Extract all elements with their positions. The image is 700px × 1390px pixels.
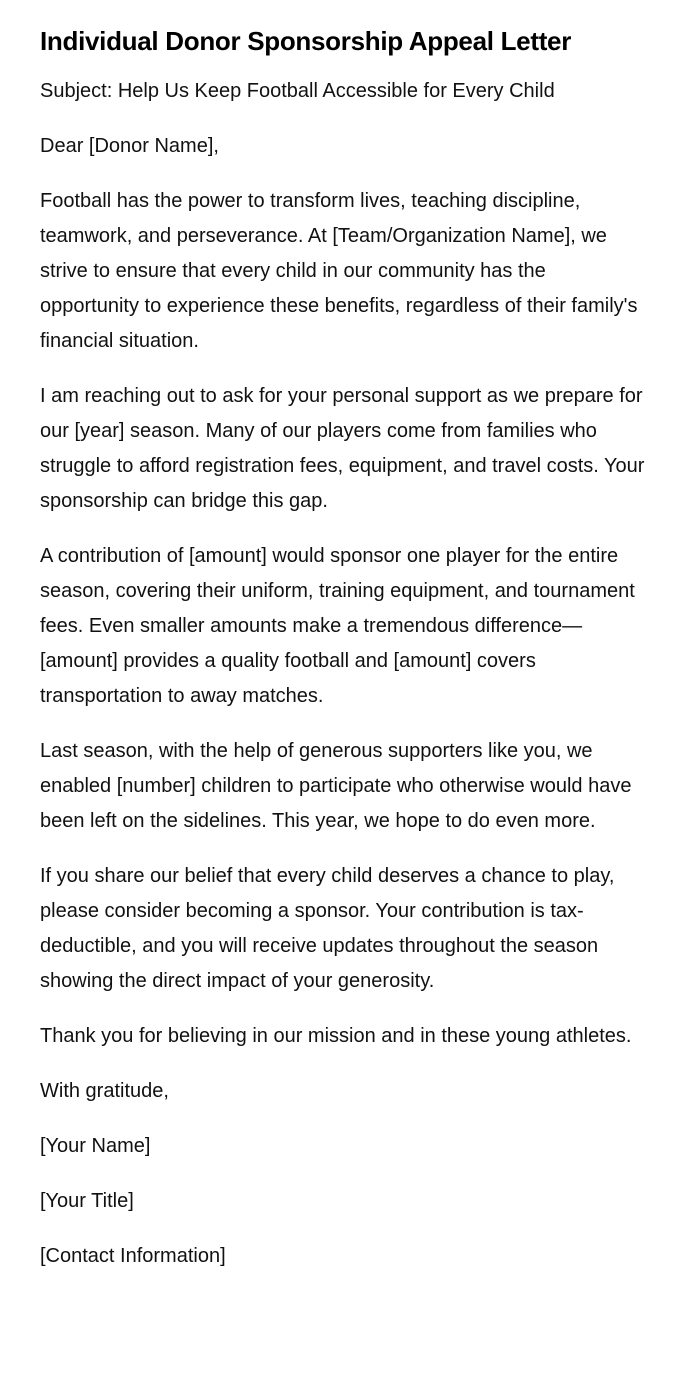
body-paragraph-contribution: A contribution of [amount] would sponsor one player for the entire season, covering their uniform, training equipment, and tournament fees. Even smaller amounts make a tremendous difference—[amount] provides a quality football and [amount] covers transportation to away matches. <box>40 545 635 707</box>
body-paragraph-intro: Football has the power to transform lives, teaching discipline, teamwork, and perseverance. At [Team/Organization Name], we strive to ensure that every child in our community has the opportunity to experience these benefits, regardless of their family's financial situation. <box>40 190 638 352</box>
body-paragraph-impact: Last season, with the help of generous supporters like you, we enabled [number] children to participate who otherwise would have been left on the sidelines. This year, we hope to do even more. <box>40 740 632 832</box>
subject-line: Subject: Help Us Keep Football Accessible for Every Child <box>40 80 555 102</box>
body-paragraph-thanks: Thank you for believing in our mission and in these young athletes. <box>40 1025 632 1047</box>
body-paragraph-call-to-action: If you share our belief that every child deserves a chance to play, please consider becoming a sponsor. Your contribution is tax-deductible, and you will receive updates throughout the season showing the direct impact of your generosity. <box>40 865 615 992</box>
body-paragraph-request: I am reaching out to ask for your personal support as we prepare for our [year] season. Many of our players come from families who struggle to afford registration fees, equipment, and travel costs. Your sponsorship can bridge this gap. <box>40 385 645 512</box>
closing: With gratitude, <box>40 1080 169 1102</box>
signature-contact: [Contact Information] <box>40 1245 226 1267</box>
signature-name: [Your Name] <box>40 1135 151 1157</box>
document-title: Individual Donor Sponsorship Appeal Letter <box>40 26 572 56</box>
salutation: Dear [Donor Name], <box>40 135 219 157</box>
signature-title: [Your Title] <box>40 1190 134 1212</box>
